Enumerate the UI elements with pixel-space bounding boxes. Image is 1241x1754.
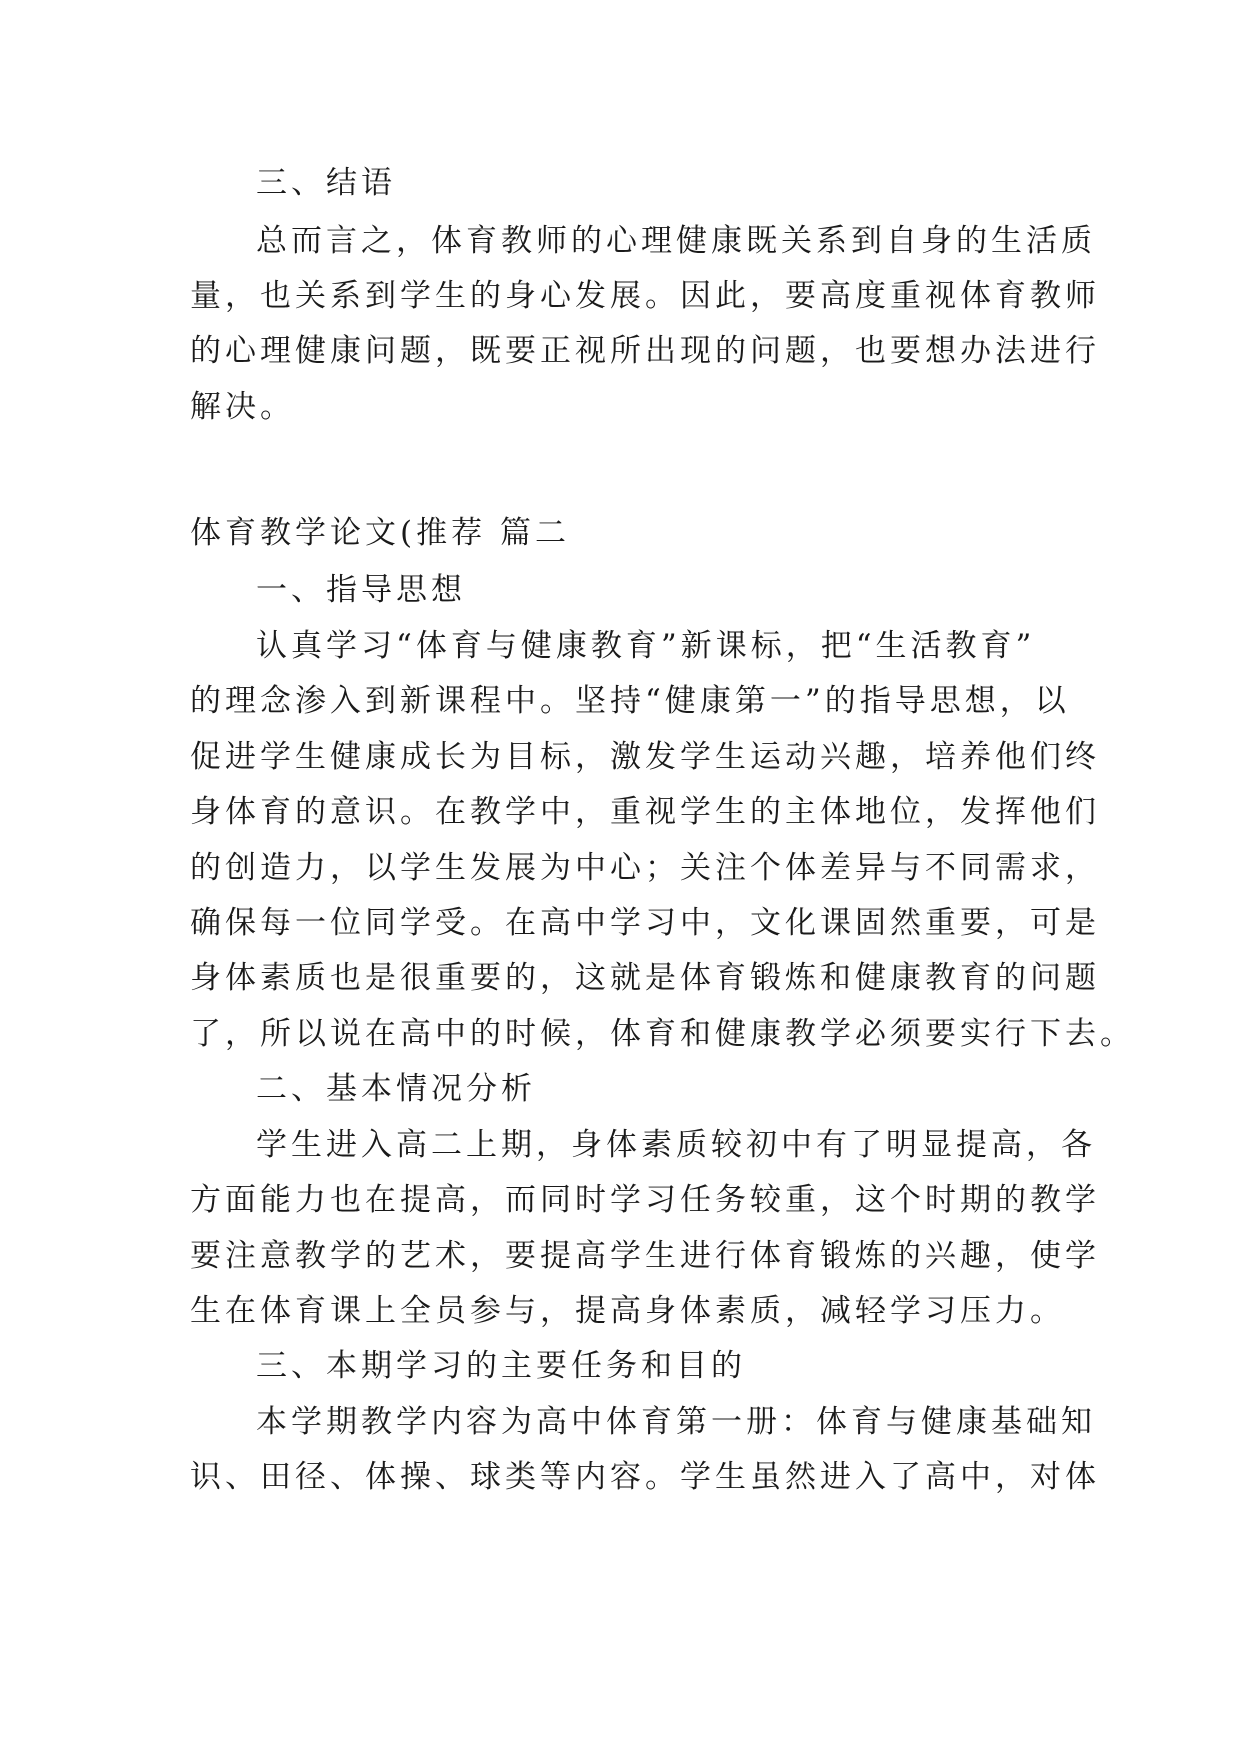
- paragraph-line: 识、田径、体操、球类等内容。学生虽然进入了高中，对体: [190, 1459, 1100, 1495]
- section-heading-guiding-ideology: 一、指导思想: [256, 572, 466, 608]
- paragraph-line: 学生进入高二上期，身体素质较初中有了明显提高，各: [256, 1127, 1096, 1163]
- paragraph-line: 解决。: [190, 389, 295, 425]
- article-title: 体育教学论文(推荐 篇二: [190, 515, 570, 551]
- paragraph-line: 生在体育课上全员参与，提高身体素质，减轻学习压力。: [190, 1293, 1065, 1329]
- paragraph-line: 身体育的意识。在教学中，重视学生的主体地位，发挥他们: [190, 794, 1100, 830]
- paragraph-line: 的创造力，以学生发展为中心；关注个体差异与不同需求，: [190, 850, 1100, 886]
- paragraph-line: 量，也关系到学生的身心发展。因此，要高度重视体育教师: [190, 278, 1100, 314]
- paragraph-line: 身体素质也是很重要的，这就是体育锻炼和健康教育的问题: [190, 960, 1100, 996]
- paragraph-line: 的理念渗入到新课程中。坚持“健康第一”的指导思想，以: [190, 683, 1070, 719]
- paragraph-line: 方面能力也在提高，而同时学习任务较重，这个时期的教学: [190, 1182, 1100, 1218]
- paragraph-line: 促进学生健康成长为目标，激发学生运动兴趣，培养他们终: [190, 739, 1100, 775]
- paragraph-line: 本学期教学内容为高中体育第一册：体育与健康基础知: [256, 1404, 1096, 1440]
- section-heading-main-tasks: 三、本期学习的主要任务和目的: [256, 1348, 746, 1384]
- paragraph-line: 总而言之，体育教师的心理健康既关系到自身的生活质: [256, 223, 1096, 259]
- paragraph-line: 要注意教学的艺术，要提高学生进行体育锻炼的兴趣，使学: [190, 1238, 1100, 1274]
- paragraph-line: 了，所以说在高中的时候，体育和健康教学必须要实行下去。: [190, 1016, 1135, 1052]
- paragraph-line: 的心理健康问题，既要正视所出现的问题，也要想办法进行: [190, 333, 1100, 369]
- paragraph-line: 认真学习“体育与健康教育”新课标，把“生活教育”: [256, 628, 1036, 664]
- section-heading-conclusion: 三、结语: [256, 165, 396, 201]
- paragraph-line: 确保每一位同学受。在高中学习中，文化课固然重要，可是: [190, 905, 1100, 941]
- section-heading-situation-analysis: 二、基本情况分析: [256, 1071, 536, 1107]
